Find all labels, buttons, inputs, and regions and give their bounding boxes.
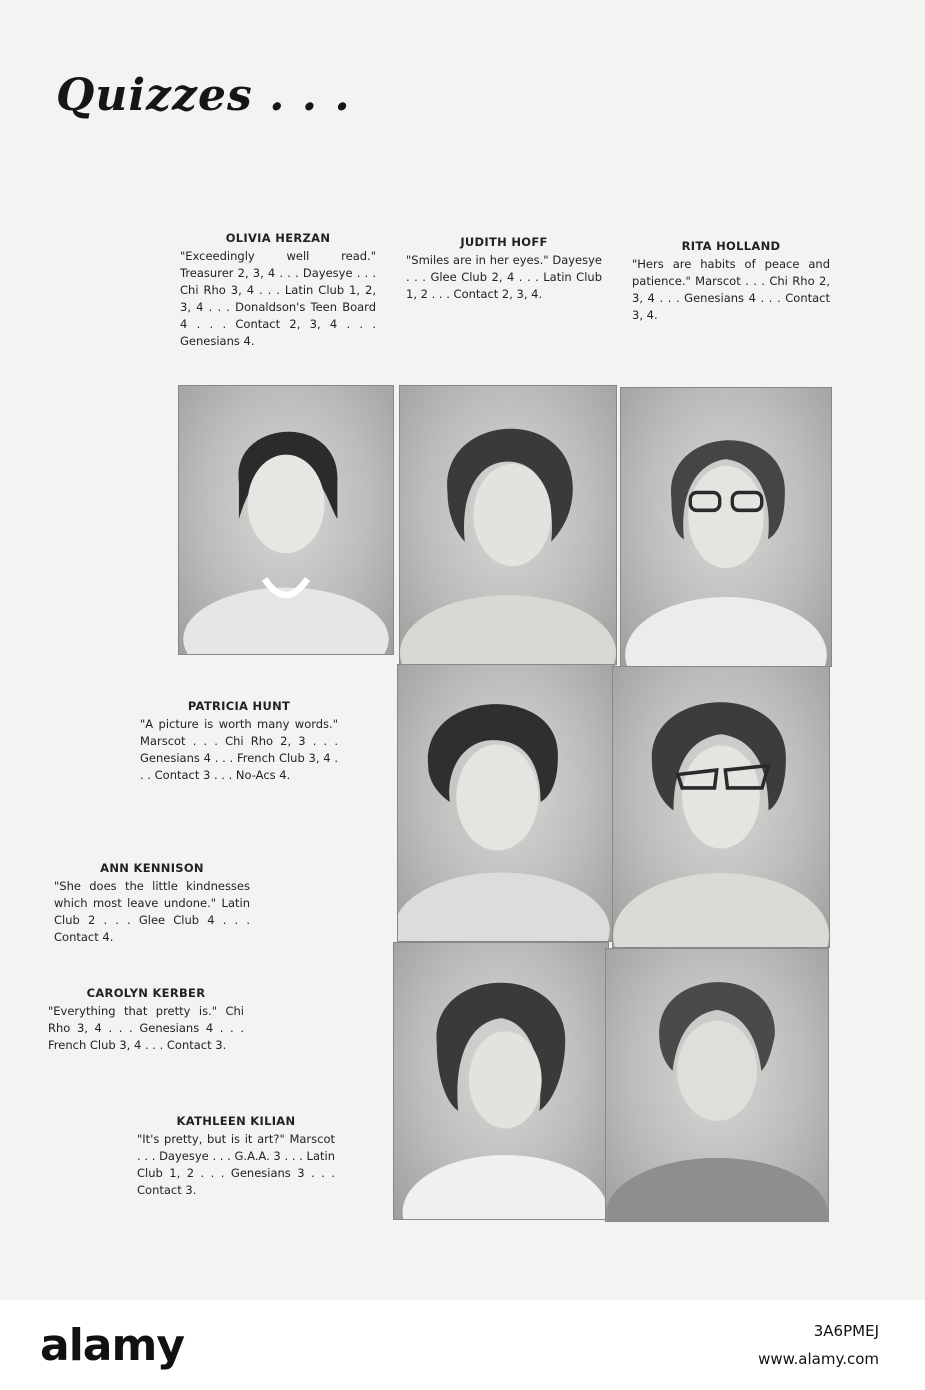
- bio-ann-kennison: [54, 860, 250, 946]
- bio-kathleen-kilian: [137, 1113, 335, 1199]
- portrait-unnamed-2: [393, 942, 609, 1220]
- portrait-judith-hoff: [399, 385, 617, 665]
- bio-text: "Hers are habits of peace and patience." Marscot . . . Chi Rho 2, 3, 4 . . . Genesians 4 . . . Contact 3, 4.: [632, 257, 830, 322]
- bio-name: CAROLYN KERBER: [86, 986, 206, 1000]
- bio-olivia-herzan: [180, 230, 376, 350]
- bio-text: "It's pretty, but is it art?" Marscot . . . Dayesye . . . G.A.A. 3 . . . Latin Club 1, 2 . . . Genesians 3 . . . Contact 3.: [137, 1132, 335, 1197]
- bio-name: PATRICIA HUNT: [187, 699, 291, 713]
- bio-text: "Exceedingly well read." Treasurer 2, 3, 4 . . . Dayesye . . . Chi Rho 3, 4 . . . Latin Club 1, 2, 3, 4 . . . Donaldson's Teen Board 4 . . . Contact 2, 3, 4 . . . Genesians 4.: [180, 249, 376, 348]
- bio-name: ANN KENNISON: [100, 861, 204, 875]
- portrait-rita-holland: [620, 387, 832, 667]
- bio-carolyn-kerber: [48, 985, 244, 1054]
- bio-judith-hoff: [406, 234, 602, 303]
- page-title: Quizzes . . .: [56, 70, 351, 121]
- bio-name: KATHLEEN KILIAN: [176, 1114, 296, 1128]
- image-code: 3A6PMEJ: [813, 1322, 879, 1340]
- portrait-olivia-herzan: [178, 385, 394, 655]
- bio-name: OLIVIA HERZAN: [225, 231, 331, 245]
- portrait-patricia-hunt: [397, 664, 615, 942]
- bio-patricia-hunt: [140, 698, 338, 784]
- site-url: www.alamy.com: [758, 1350, 879, 1368]
- bio-name: RITA HOLLAND: [681, 239, 781, 253]
- watermark-footer: [0, 1300, 925, 1390]
- portrait-unnamed-3: [605, 948, 829, 1222]
- portrait-unnamed-1: [612, 666, 830, 948]
- bio-text: "A picture is worth many words." Marscot . . . Chi Rho 2, 3 . . . Genesians 4 . . . French Club 3, 4 . . . Contact 3 . . . No-Acs 4.: [140, 717, 338, 782]
- alamy-logo: alamy: [40, 1320, 184, 1371]
- bio-name: JUDITH HOFF: [460, 235, 548, 249]
- bio-text: "Everything that pretty is." Chi Rho 3, 4 . . . Genesians 4 . . . French Club 3, 4 . . . Contact 3.: [48, 1004, 244, 1052]
- bio-text: "She does the little kindnesses which most leave undone." Latin Club 2 . . . Glee Club 4 . . . Contact 4.: [54, 879, 250, 944]
- bio-rita-holland: [632, 238, 830, 324]
- bio-text: "Smiles are in her eyes." Dayesye . . . Glee Club 2, 4 . . . Latin Club 1, 2 . . . Contact 2, 3, 4.: [406, 253, 602, 301]
